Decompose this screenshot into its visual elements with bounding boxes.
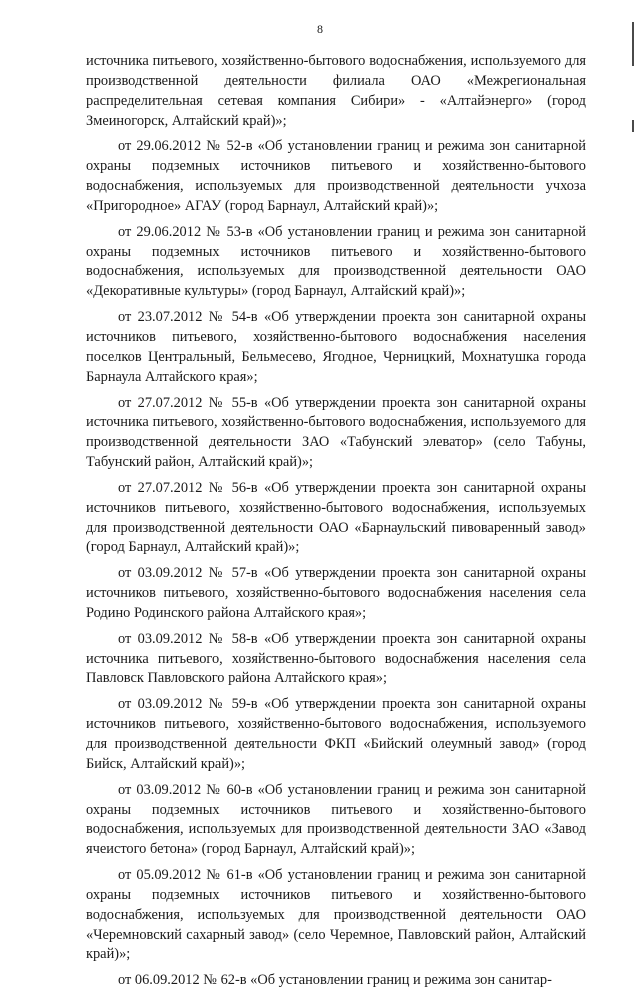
page-number: 8 — [317, 22, 323, 36]
order-entry-52: от 29.06.2012 № 52-в «Об установлении границ и режима зон санитарной охраны подземных источников питьевого и хозяйственно-бытового водоснабжения, используемых для производственной деятельности учхоза «Пригородное» АГАУ (город Барнаул, Алтайский край)»; — [86, 138, 586, 214]
order-entry-58: от 03.09.2012 № 58-в «Об утверждении проекта зон санитарной охраны источника питьевого, хозяйственно-бытового водоснабжения населения села Павловск Павловского района Алтайского края»; — [86, 630, 586, 687]
paragraph-continuation: источника питьевого, хозяйственно-бытового водоснабжения, используемого для производственной деятельности филиала ОАО «Межрегиональная распределительная сетевая компания Сибири» - «Алтайэнерго» (город Змеиногорск, Алтайский край)»; — [86, 53, 586, 129]
scan-edge-mark — [632, 120, 634, 132]
order-entry-60: от 03.09.2012 № 60-в «Об установлении границ и режима зон санитарной охраны подземных источников питьевого и хозяйственно-бытового водоснабжения, используемых для производственной деятельности ЗАО «Завод ячеистого бетона» (город Барнаул, Алтайский край)»; — [86, 781, 586, 858]
order-entry-59: от 03.09.2012 № 59-в «Об утверждении проекта зон санитарной охраны источников питьевого, хозяйственно-бытового водоснабжения, используемого для производственной деятельности ФКП «Бийский олеумный завод» (город Бийск, Алтайский край)»; — [86, 696, 586, 772]
document-body — [86, 52, 586, 997]
order-entry-57: от 03.09.2012 № 57-в «Об утверждении проекта зон санитарной охраны источников питьевого, хозяйственно-бытового водоснабжения населения села Родино Родинского района Алтайского края»; — [86, 565, 586, 621]
order-entry-61: от 05.09.2012 № 61-в «Об установлении границ и режима зон санитарной охраны подземных источников питьевого и хозяйственно-бытового водоснабжения, используемых для производственной деятельности ОАО «Черемновский сахарный завод» (село Черемное, Павловский район, Алтайский край)»; — [86, 867, 586, 963]
order-entry-56: от 27.07.2012 № 56-в «Об утверждении проекта зон санитарной охраны источников питьевого, хозяйственно-бытового водоснабжения, используемых для производственной деятельности ОАО «Барнаульский пивоваренный завод» (город Барнаул, Алтайский край)»; — [86, 479, 586, 556]
scan-edge-mark — [632, 22, 634, 66]
order-entry-53: от 29.06.2012 № 53-в «Об установлении границ и режима зон санитарной охраны подземных источников питьевого и хозяйственно-бытового водоснабжения, используемых для производственной деятельности ОАО «Декоративные культуры» (город Барнаул, Алтайский край)»; — [86, 223, 586, 300]
order-entry-62: от 06.09.2012 № 62-в «Об установлении границ и режима зон санитар- — [118, 972, 552, 989]
order-entry-54: от 23.07.2012 № 54-в «Об утверждении проекта зон санитарной охраны источников питьевого, хозяйственно-бытового водоснабжения населения поселков Центральный, Бельмесево, Ягодное, Черницкий, Мохнатушка города Барнаула Алтайского края»; — [86, 309, 586, 385]
order-entry-55: от 27.07.2012 № 55-в «Об утверждении проекта зон санитарной охраны источника питьевого, хозяйственно-бытового водоснабжения, используемого для производственной деятельности ЗАО «Табунский элеватор» (село Табуны, Табунский район, Алтайский край)»; — [86, 394, 586, 471]
